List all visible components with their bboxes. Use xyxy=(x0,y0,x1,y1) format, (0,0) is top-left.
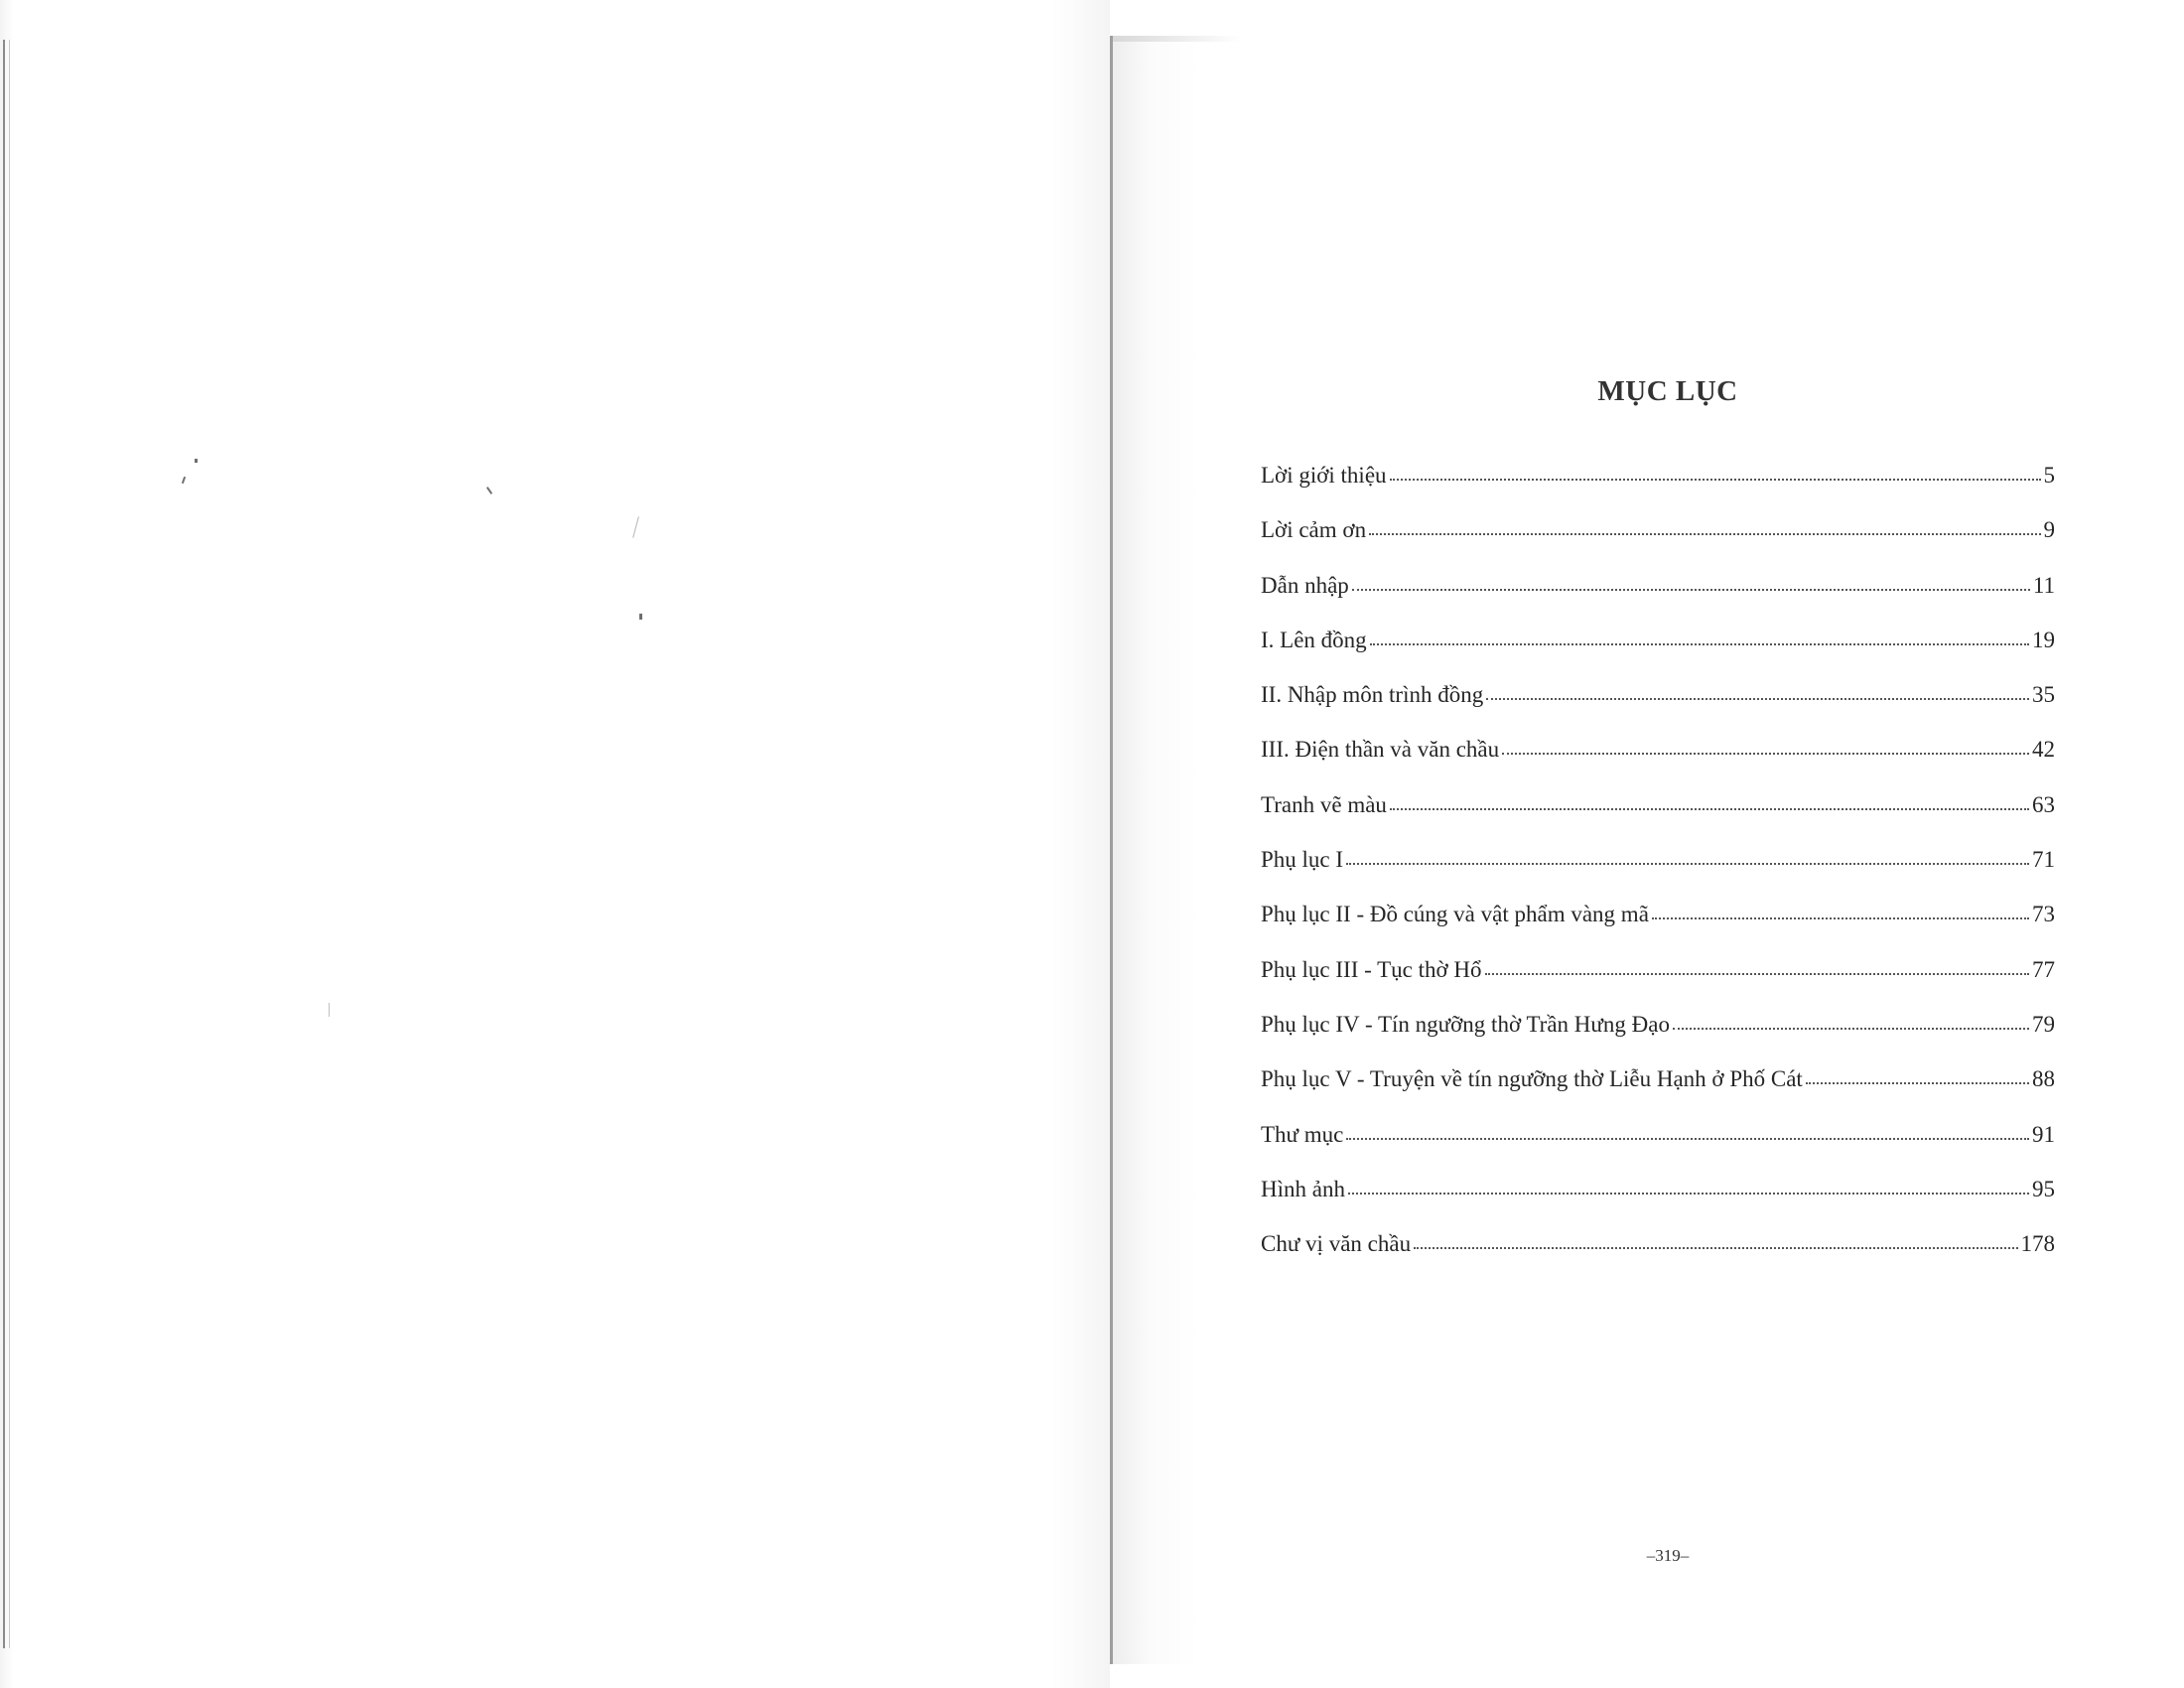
dot-leader xyxy=(1502,752,2029,755)
toc-entry[interactable] xyxy=(1261,1231,2055,1286)
scan-speck xyxy=(329,1003,330,1017)
dot-leader xyxy=(1346,862,2029,865)
toc-entry-label: Phụ lục III - Tục thờ Hổ xyxy=(1261,956,1482,982)
toc-entry-page: 88 xyxy=(2032,1066,2055,1092)
toc-entry[interactable] xyxy=(1261,1066,2055,1121)
scan-speck xyxy=(486,487,492,494)
left-page-edge xyxy=(3,40,5,1648)
toc-entry-label: Phụ lục V - Truyện về tín ngưỡng thờ Liễu Hạnh ở Phố Cát xyxy=(1261,1066,1803,1092)
scan-speck xyxy=(195,459,198,463)
left-page-edge-inner xyxy=(9,40,10,1648)
scan-speck xyxy=(639,614,642,620)
toc-entry[interactable] xyxy=(1261,517,2055,572)
toc-entry-label: I. Lên đồng xyxy=(1261,627,1367,652)
toc-list xyxy=(1261,463,2055,1286)
toc-entry[interactable] xyxy=(1261,902,2055,956)
toc-entry-page: 35 xyxy=(2032,682,2055,708)
toc-entry[interactable] xyxy=(1261,628,2055,682)
toc-entry-label: Phụ lục IV - Tín ngưỡng thờ Trần Hưng Đạo xyxy=(1261,1011,1670,1037)
toc-entry-page: 178 xyxy=(2020,1231,2055,1257)
dot-leader xyxy=(1652,916,2029,919)
dot-leader xyxy=(1348,1192,2029,1195)
toc-entry-label: Thư mục xyxy=(1261,1121,1344,1147)
gutter-shadow xyxy=(1113,36,1242,42)
dot-leader xyxy=(1414,1246,2017,1249)
page-number: –319– xyxy=(1646,1546,1690,1565)
toc-entry[interactable] xyxy=(1261,737,2055,791)
dot-leader xyxy=(1806,1081,2029,1084)
dot-leader xyxy=(1346,1137,2029,1140)
dot-leader xyxy=(1369,532,2040,535)
toc-entry-label: II. Nhập môn trình đồng xyxy=(1261,682,1484,708)
toc-entry[interactable] xyxy=(1261,682,2055,737)
toc-entry-label: Lời cảm ơn xyxy=(1261,517,1367,543)
scan-speck xyxy=(182,477,186,484)
dot-leader xyxy=(1673,1027,2029,1030)
gutter-line xyxy=(1110,36,1113,1664)
dot-leader xyxy=(1485,972,2029,975)
toc-entry[interactable] xyxy=(1261,957,2055,1012)
toc-entry-page: 63 xyxy=(2032,791,2055,817)
toc-entry-page: 91 xyxy=(2032,1121,2055,1147)
toc-entry-page: 77 xyxy=(2032,956,2055,982)
toc-entry[interactable] xyxy=(1261,1012,2055,1066)
toc-entry-label: Hình ảnh xyxy=(1261,1176,1345,1201)
toc-entry-page: 5 xyxy=(2043,463,2055,488)
toc-entry-page: 42 xyxy=(2032,737,2055,763)
scan-speck xyxy=(632,516,639,538)
toc-entry-label: Phụ lục II - Đồ cúng và vật phẩm vàng mã xyxy=(1261,902,1649,927)
toc-entry[interactable] xyxy=(1261,792,2055,847)
toc-entry-page: 9 xyxy=(2043,517,2055,543)
toc-entry-page: 19 xyxy=(2032,627,2055,652)
toc-entry-label: III. Điện thần và văn chầu xyxy=(1261,737,1500,763)
toc-entry-page: 95 xyxy=(2032,1176,2055,1201)
dot-leader xyxy=(1390,478,2041,481)
toc-entry-label: Dẫn nhập xyxy=(1261,572,1349,598)
toc-entry[interactable] xyxy=(1261,847,2055,902)
dot-leader xyxy=(1390,807,2029,810)
toc-entry-label: Phụ lục I xyxy=(1261,847,1344,873)
toc-entry-label: Tranh vẽ màu xyxy=(1261,791,1387,817)
toc-entry-label: Chư vị văn chầu xyxy=(1261,1231,1412,1257)
toc-entry[interactable] xyxy=(1261,1122,2055,1177)
toc-entry-label: Lời giới thiệu xyxy=(1261,463,1387,488)
toc-title: MỤC LỤC xyxy=(1597,375,1738,407)
toc-entry[interactable] xyxy=(1261,573,2055,628)
toc-entry-page: 71 xyxy=(2032,847,2055,873)
toc-entry[interactable] xyxy=(1261,463,2055,517)
toc-entry-page: 73 xyxy=(2032,902,2055,927)
toc-entry-page: 79 xyxy=(2032,1011,2055,1037)
toc-entry[interactable] xyxy=(1261,1177,2055,1231)
dot-leader xyxy=(1352,588,2030,591)
toc-entry-page: 11 xyxy=(2032,572,2055,598)
dot-leader xyxy=(1486,697,2029,700)
dot-leader xyxy=(1370,642,2029,645)
